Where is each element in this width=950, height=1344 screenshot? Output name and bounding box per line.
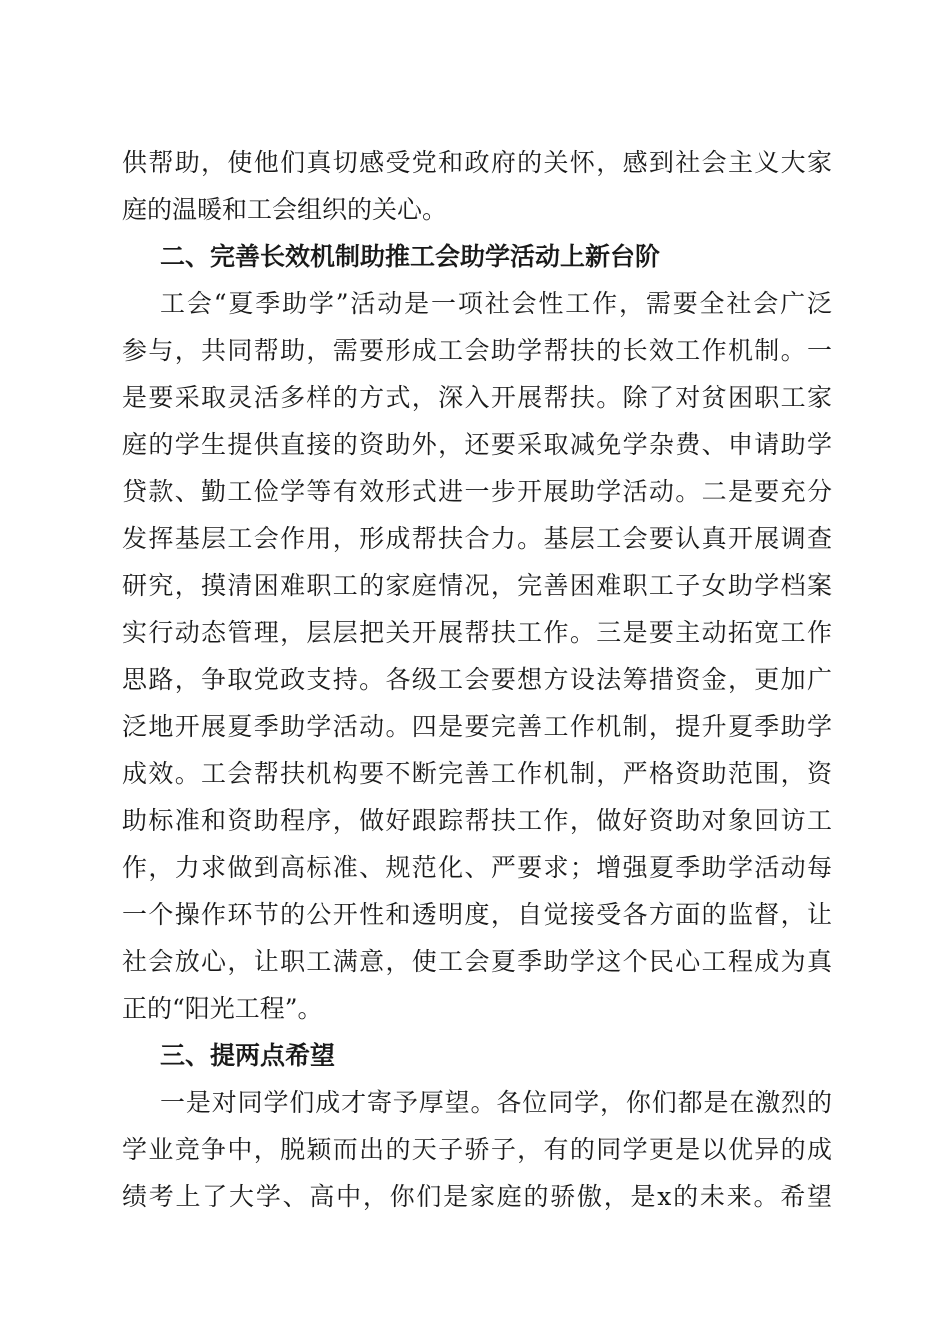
paragraph-2-line-5: 贷款、勤工俭学等有效形式进一步开展助学活动。二是要充分 (122, 477, 832, 506)
paragraph-2-line-14: 一个操作环节的公开性和透明度，自觉接受各方面的监督，让 (122, 900, 832, 929)
paragraph-2-line-2: 参与，共同帮助，需要形成工会助学帮扶的长效工作机制。一 (122, 336, 832, 365)
paragraph-2-line-3: 是要采取灵活多样的方式，深入开展帮扶。除了对贫困职工家 (122, 383, 832, 412)
paragraph-1-line-1: 供帮助，使他们真切感受党和政府的关怀，感到社会主义大家 (122, 148, 832, 177)
paragraph-2-line-15: 社会放心，让职工满意，使工会夏季助学这个民心工程成为真 (122, 947, 832, 976)
paragraph-1-line-2: 庭的温暖和工会组织的关心。 (122, 195, 448, 224)
paragraph-3-line-2: 学业竞争中，脱颖而出的天子骄子，有的同学更是以优异的成 (122, 1135, 832, 1164)
paragraph-2-line-6: 发挥基层工会作用，形成帮扶合力。基层工会要认真开展调查 (122, 524, 832, 553)
paragraph-2-line-8: 实行动态管理，层层把关开展帮扶工作。三是要主动拓宽工作 (122, 618, 832, 647)
paragraph-2-line-10: 泛地开展夏季助学活动。四是要完善工作机制，提升夏季助学 (122, 712, 832, 741)
paragraph-2-line-13: 作，力求做到高标准、规范化、严要求；增强夏季助学活动每 (122, 853, 832, 882)
paragraph-2-line-12: 助标准和资助程序，做好跟踪帮扶工作，做好资助对象回访工 (122, 806, 832, 835)
paragraph-3-line-3: 绩考上了大学、高中，你们是家庭的骄傲，是x的未来。希望 (122, 1182, 832, 1211)
paragraph-2-line-7: 研究，摸清困难职工的家庭情况，完善困难职工子女助学档案 (122, 571, 832, 600)
section-heading-3: 三、提两点希望 (160, 1041, 336, 1070)
section-heading-2: 二、完善长效机制助推工会助学活动上新台阶 (160, 242, 661, 271)
paragraph-2-line-9: 思路，争取党政支持。各级工会要想方设法筹措资金，更加广 (122, 665, 832, 694)
paragraph-2-line-1: 工会“夏季助学”活动是一项社会性工作，需要全社会广泛 (160, 289, 832, 318)
paragraph-2-line-4: 庭的学生提供直接的资助外，还要采取减免学杂费、申请助学 (122, 430, 832, 459)
paragraph-2-line-16: 正的“阳光工程”。 (122, 994, 323, 1023)
paragraph-2-line-11: 成效。工会帮扶机构要不断完善工作机制，严格资助范围，资 (122, 759, 832, 788)
paragraph-3-line-1: 一是对同学们成才寄予厚望。各位同学，你们都是在激烈的 (160, 1088, 832, 1117)
